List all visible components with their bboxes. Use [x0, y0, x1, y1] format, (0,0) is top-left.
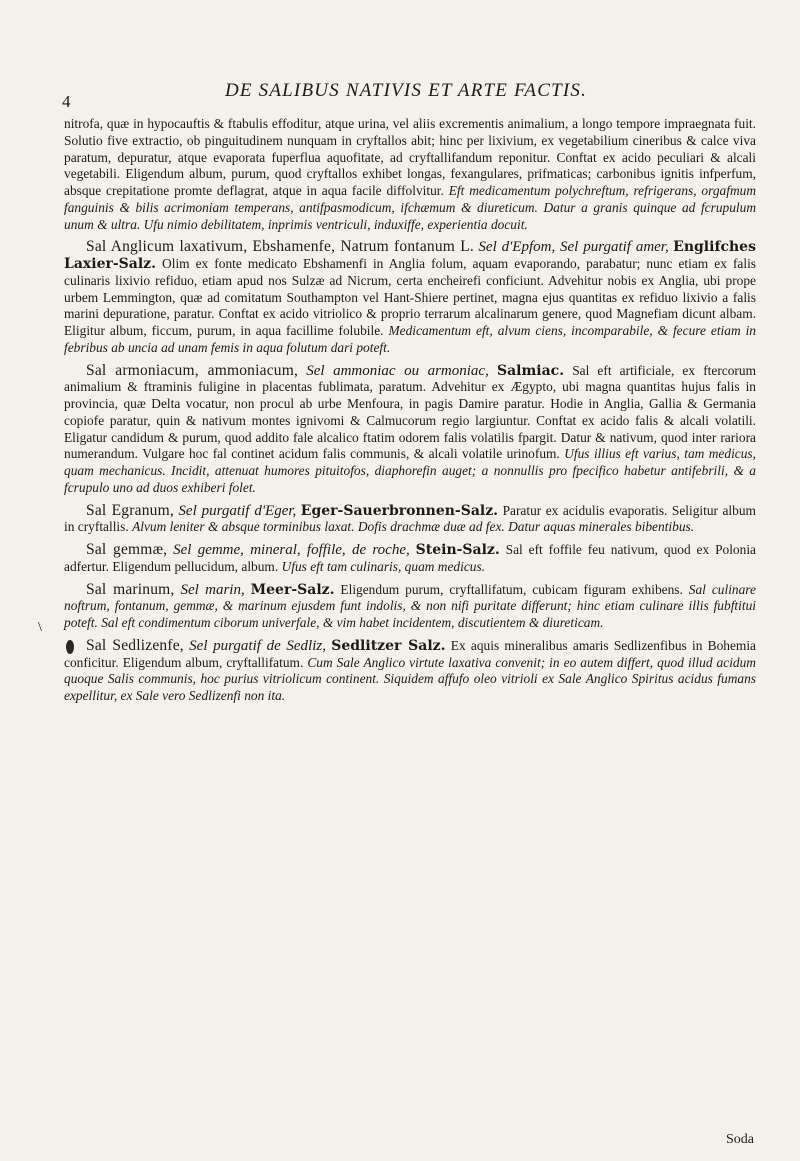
headword-german: Meer-Salz. — [250, 581, 335, 598]
page-number: 4 — [62, 92, 71, 111]
entry-text: Ex aquis mineralibus amaris Sedlizenfibus in Bohemia conficitur. Eligendum album, cryftallifatum. — [64, 637, 756, 670]
headword-german: Eger-Sauerbronnen-Salz. — [300, 502, 499, 519]
entry-text: nitrofa, quæ in hypocauftis & ftabulis effoditur, atque urina, vel aliis excrementis animalium, a longo tempore impraegnata fuit. Solutio five extractio, ob pinguitudinem nunquam in cryftallos abit; hinc per lixivium, ex vegetabilium cineribus & calce viva paratum, depuratur, atque evaporata fuperflua aquofitate, ad cryftallifandum reponitur. Conftat ex acido peculiari & alcali vegetabili. Eligendum album, purum, quod cryftallos exhibet longas, fexangulares, prifmaticas; carbonibus ignitis infperfum, absque crepitatione promte deflagrat, atque in aqua facile diffolvitur. — [64, 116, 756, 198]
headword-alt-names: Sel purgatif de Sedliz, — [189, 637, 326, 654]
margin-mark: \ — [38, 620, 42, 635]
entry-sal-armoniacum — [64, 363, 756, 497]
headword: Sal Egranum, — [86, 501, 174, 519]
headword-alt-names: Sel d'Epfom, Sel purgatif amer, — [478, 239, 669, 256]
entry-sal-marinum — [64, 582, 756, 632]
headword-alt-names: Sel gemme, mineral, foffile, de roche, — [173, 542, 410, 558]
entry-text: Sal eft foffile feu nativum, quod ex Polonia adfertur. Eligendum pellucidum, album. — [64, 542, 756, 574]
headword: Sal Sedlizenfe, — [86, 636, 184, 654]
headword-alt-names: Sel marin, — [180, 581, 245, 598]
entry-sal-anglicum — [64, 239, 756, 356]
catchword: Soda — [726, 1132, 754, 1147]
entry-sal-egranum — [64, 503, 756, 537]
entry-text: Sal eft artificiale, ex ftercorum animalium & ftraminis fuligine in placentas fublimata, paratum. Advehitur ex Ægypto, ubi magna quantitas hujus falis in provincia, quæ Delta vocatur, non procul ab urbe Menfoura, in pagis Damire paratur. Hodie in Anglia, Gallia & Germania copiofe paratur, quin & nativum montes ignivomi & Calmucorum regio largiuntur. Conftat ex acido falis & alcali volatili. Eligatur candidum & purum, quod addito fale alcalico ftatim odorem falis volatilis fpargit. Datur & nativum, quod inter rariora numerandum. Vulgare hoc fal continet acidum falis communis, & alcali volatile urinofum. — [64, 362, 756, 462]
entry-continuation — [64, 116, 756, 233]
headword-alt-names: Sel ammoniac ou armoniac, — [306, 362, 489, 379]
entry-usage: Alvum leniter & absque torminibus laxat. Dofis drachmæ duæ ad fex. Datur aquas minerales bibentibus. — [132, 519, 695, 535]
headword-german: Englifches Laxier-Salz. — [64, 239, 756, 272]
headword: Sal marinum, — [86, 580, 175, 598]
headword-german: Stein-Salz. — [415, 542, 500, 558]
headword: Sal gemmæ, — [86, 541, 168, 558]
entry-sal-gemmae — [64, 542, 756, 576]
entry-usage: Eft medicamentum polychreftum, refrigerans, orgafmum fanguinis & bilis acrimoniam temperans, antifpasmodicum, ifchæmum & diureticum. Datur a granis quinque ad fcrupulum unum & ultra. Ufu nimio debilitatem, inprimis ventriculi, induxiffe, experientia docuit. — [64, 183, 756, 232]
entry-usage: Sal culinare noftrum, fontanum, gemmæ, & marinum ejusdem funt indolis, & non nifi puritate differunt; hinc etiam culinare illis fubftitui poteft. Sal eft condimentum ciborum univerfale, & vim habet incidentem, discutientem & diureticam. — [64, 581, 756, 630]
entry-text: Paratur ex acidulis evaporatis. Seligitur album in cryftallis. — [64, 502, 756, 535]
headword: Sal armoniacum, ammoniacum, — [86, 361, 299, 379]
headword: Sal Anglicum laxativum, Ebshamenfe, Natrum fontanum L. — [86, 238, 474, 256]
headword-german: Salmiac. — [496, 362, 565, 379]
headword-alt-names: Sel purgatif d'Eger, — [178, 502, 297, 519]
body-text — [64, 116, 756, 711]
entry-usage: Medicamentum eft, alvum ciens, incomparabile, & fecure etiam in febribus ab uncia ad unam femis in aqua folutum dari poteft. — [64, 323, 756, 355]
entry-sal-sedlizense — [64, 638, 756, 705]
headword-german: Sedlitzer Salz. — [331, 637, 446, 654]
entry-usage: Ufus illius eft varius, tam medicus, quam mechanicus. Incidit, attenuat humores pituitofos, diaphorefin auget; a nonnullis pro fpecifico habetur antifebrili, & a fcrupulo uno ad duos exhiberi folet. — [64, 446, 756, 495]
entry-text: Eligendum purum, cryftallifatum, cubicam figuram exhibens. — [340, 581, 683, 597]
entry-text: Olim ex fonte medicato Ebshamenfi in Anglia folum, aquam evaporando, parabatur; nunc etiam ex falis culinaris lixivio refiduo, etiam apud nos Sulzæ ad Nicrum, certa encheirefi conficiunt. Advehitur nobis ex Anglia, ubi prope urbem Lemmington, quæ ad comitatum Southampton vel Hant-Shiere pertinet, magna ejus quantitas ex refiduo lixivio a falis marini depuratione, paratur. Conftat ex acido vitriolico & proprio terrarum alcalinarum genere, quod Magnefiam dicunt albam. Eligitur album, ficcum, purum, in aqua facillime folubile. — [64, 256, 756, 338]
running-head: DE SALIBUS NATIVIS ET ARTE FACTIS. — [224, 80, 588, 101]
entry-usage: Cum Sale Anglico virtute laxativa convenit; in eo autem differt, quod illud acidum quoque Salis communis, hoc purius vitriolicum continent. Siquidem affufo oleo vitrioli ex Sale Anglico Spiritus acidus fumans expellitur, ex Sale vero Sedlizenfi non ita. — [64, 654, 756, 703]
entry-usage: Ufus eft tam culinaris, quam medicus. — [281, 558, 486, 574]
